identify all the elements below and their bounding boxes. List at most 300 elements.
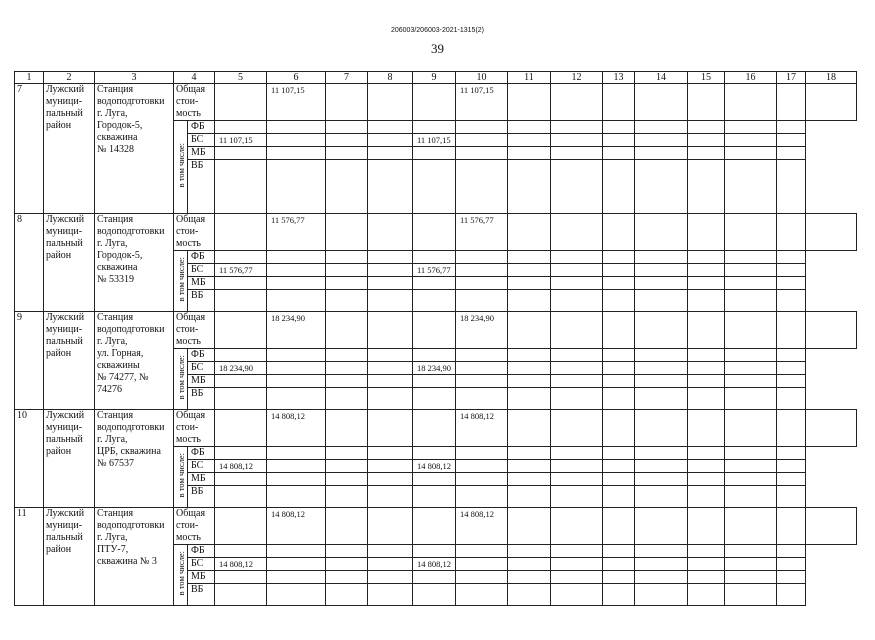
col-11-cell	[456, 251, 508, 264]
column-number: 2	[44, 72, 95, 84]
col-7-cell	[267, 584, 326, 606]
col-16-cell	[688, 277, 725, 290]
col-18-cell	[777, 121, 806, 134]
text-line: водоподготовки	[97, 324, 165, 335]
col-7-cell	[267, 545, 326, 558]
col-6-cell	[215, 584, 267, 606]
col-18-cell	[777, 545, 806, 558]
col-16-cell	[688, 558, 725, 571]
col-16-cell	[688, 375, 725, 388]
column-number: 16	[725, 72, 777, 84]
text-line: Станция	[97, 410, 134, 421]
col-12-cell	[508, 349, 551, 362]
text-line: муници-	[46, 96, 83, 107]
col-8-cell	[368, 84, 413, 121]
col-9-cell	[413, 312, 456, 349]
col-15-cell	[635, 473, 688, 486]
column-number: 9	[413, 72, 456, 84]
text-line: Общая	[176, 84, 206, 95]
text-line: Лужский	[46, 410, 85, 421]
col-8-cell	[326, 584, 368, 606]
col-14-cell	[603, 121, 635, 134]
col-7-cell	[267, 571, 326, 584]
funding-source-label: ВБ	[188, 388, 215, 410]
funding-source-label: ФБ	[188, 251, 215, 264]
text-line: пальный	[46, 238, 83, 249]
text-line: ЦРБ, скважина	[97, 446, 161, 457]
col-12-cell	[551, 508, 603, 545]
col-9-cell	[368, 160, 413, 214]
col-6-total-value: 14 808,12	[267, 410, 326, 447]
col-12-cell	[508, 375, 551, 388]
col-6-cell	[215, 349, 267, 362]
col-11-cell	[456, 264, 508, 277]
in-total-label	[174, 349, 188, 410]
col-17-cell	[725, 584, 777, 606]
col-8-cell	[326, 277, 368, 290]
col-13-cell	[551, 486, 603, 508]
col-10-total-value: 18 234,90	[456, 312, 508, 349]
col-10-cell	[413, 121, 456, 134]
col-13-cell	[551, 147, 603, 160]
col-6-cell	[215, 375, 267, 388]
col-7-cell	[267, 558, 326, 571]
column-number: 6	[267, 72, 326, 84]
col-16-cell	[725, 410, 777, 447]
col-17-cell	[725, 349, 777, 362]
object-description	[95, 84, 174, 214]
col-17-cell	[725, 558, 777, 571]
col-15-cell	[688, 312, 725, 349]
row-group-9	[15, 312, 857, 349]
text-line: Общая	[176, 214, 206, 225]
col-14-cell	[603, 486, 635, 508]
text-line: Общая	[176, 312, 206, 323]
col-9-cell	[368, 545, 413, 558]
col-8-cell	[326, 362, 368, 375]
col-7-cell	[267, 121, 326, 134]
col-7-cell	[267, 388, 326, 410]
col-18-cell	[777, 160, 806, 214]
vertical-label: в том числе:	[175, 354, 186, 400]
funding-source-label: БС	[188, 134, 215, 147]
col-15-cell	[635, 147, 688, 160]
funding-source-label: БС	[188, 264, 215, 277]
col-16-cell	[688, 388, 725, 410]
column-number: 4	[174, 72, 215, 84]
col-6-cell	[215, 147, 267, 160]
text-line: пальный	[46, 336, 83, 347]
col-7-cell	[267, 375, 326, 388]
funding-source-label: ФБ	[188, 545, 215, 558]
funding-source-label: ВБ	[188, 486, 215, 508]
col-17-cell	[777, 508, 806, 545]
page-number: 39	[431, 41, 444, 56]
col-14-cell	[635, 84, 688, 121]
text-line: стои-	[176, 96, 199, 107]
col-6-cell	[215, 388, 267, 410]
col-7-cell	[267, 147, 326, 160]
col-18-cell	[777, 558, 806, 571]
col-15-cell	[635, 160, 688, 214]
col-16-cell	[688, 264, 725, 277]
row-number: 7	[15, 84, 44, 214]
col-6-cell: 18 234,90	[215, 362, 267, 375]
col-14-cell	[603, 447, 635, 460]
col-13-cell	[603, 84, 635, 121]
funding-source-label: БС	[188, 460, 215, 473]
col-13-cell	[551, 121, 603, 134]
col-16-cell	[688, 362, 725, 375]
col-18-cell	[777, 473, 806, 486]
col-18-cell	[777, 134, 806, 147]
col-14-cell	[603, 388, 635, 410]
col-6-total-value: 14 808,12	[267, 508, 326, 545]
total-cost-label	[174, 508, 215, 545]
col-18-cell	[806, 410, 857, 447]
col-11-cell	[456, 349, 508, 362]
col-16-cell	[725, 214, 777, 251]
text-line: мость	[176, 434, 201, 445]
col-10-cell	[413, 388, 456, 410]
col-9-cell	[368, 571, 413, 584]
funding-source-label: ФБ	[188, 121, 215, 134]
col-14-cell	[635, 410, 688, 447]
col-11-cell	[456, 545, 508, 558]
col-18-cell	[777, 251, 806, 264]
col-8-cell	[326, 349, 368, 362]
col-13-cell	[551, 545, 603, 558]
text-line: мость	[176, 238, 201, 249]
text-line: пальный	[46, 532, 83, 543]
col-8-cell	[326, 571, 368, 584]
col-10-cell	[413, 486, 456, 508]
col-12-cell	[508, 558, 551, 571]
funding-source-label: БС	[188, 362, 215, 375]
text-line: г. Луга,	[97, 532, 128, 543]
total-cost-label	[174, 84, 215, 121]
col-10-cell	[413, 473, 456, 486]
col-13-cell	[551, 447, 603, 460]
col-15-cell	[635, 251, 688, 264]
col-10-cell	[413, 447, 456, 460]
funding-source-label: МБ	[188, 375, 215, 388]
col-18-cell	[806, 508, 857, 545]
total-cost-label	[174, 214, 215, 251]
col-6-cell	[215, 160, 267, 214]
text-line: Общая	[176, 410, 206, 421]
col-12-cell	[508, 486, 551, 508]
col-18-cell	[777, 388, 806, 410]
col-9-cell	[368, 121, 413, 134]
text-line: муници-	[46, 324, 83, 335]
col-9-cell	[368, 251, 413, 264]
funding-source-label: МБ	[188, 147, 215, 160]
col-17-cell	[777, 410, 806, 447]
col-14-cell	[603, 290, 635, 312]
object-description	[95, 312, 174, 410]
object-description	[95, 508, 174, 606]
col-11-cell	[456, 486, 508, 508]
col-17-cell	[725, 290, 777, 312]
col-6-cell	[215, 290, 267, 312]
col-17-cell	[725, 251, 777, 264]
col-14-cell	[635, 508, 688, 545]
col-12-cell	[508, 362, 551, 375]
text-line: водоподготовки	[97, 520, 165, 531]
text-line: муници-	[46, 226, 83, 237]
col-13-cell	[551, 290, 603, 312]
text-line: стои-	[176, 422, 199, 433]
col-10-total-value: 14 808,12	[456, 410, 508, 447]
col-14-cell	[635, 312, 688, 349]
col-11-cell	[456, 362, 508, 375]
col-11-cell	[508, 508, 551, 545]
col-8-cell	[368, 312, 413, 349]
col-18-cell	[777, 362, 806, 375]
col-13-cell	[551, 251, 603, 264]
col-14-cell	[603, 362, 635, 375]
col-7-cell	[267, 460, 326, 473]
col-8-cell	[326, 473, 368, 486]
text-line: мость	[176, 108, 201, 119]
col-9-cell	[413, 410, 456, 447]
row-number: 10	[15, 410, 44, 508]
col-17-cell	[725, 388, 777, 410]
column-number: 13	[603, 72, 635, 84]
col-14-cell	[603, 558, 635, 571]
col-15-cell	[635, 388, 688, 410]
col-6-cell	[215, 121, 267, 134]
column-number: 5	[215, 72, 267, 84]
col-10-cell	[413, 277, 456, 290]
col-16-cell	[688, 134, 725, 147]
text-line: г. Луга,	[97, 336, 128, 347]
col-7-cell	[326, 508, 368, 545]
col-12-cell	[508, 121, 551, 134]
text-line: водоподготовки	[97, 422, 165, 433]
col-13-cell	[603, 508, 635, 545]
region-cell	[44, 508, 95, 606]
col-13-cell	[551, 473, 603, 486]
col-12-cell	[508, 473, 551, 486]
col-16-cell	[725, 508, 777, 545]
text-line: Лужский	[46, 312, 85, 323]
col-9-cell	[368, 447, 413, 460]
col-12-cell	[508, 460, 551, 473]
col-10-cell	[413, 545, 456, 558]
col-6-cell	[215, 545, 267, 558]
col-8-cell	[326, 388, 368, 410]
text-line: № 74277, №	[97, 372, 149, 383]
in-total-label	[174, 545, 188, 606]
col-17-cell	[777, 84, 806, 121]
col-15-cell	[635, 486, 688, 508]
text-line: ПТУ-7,	[97, 544, 129, 555]
row-group-8	[15, 214, 857, 251]
col-6-cell	[215, 277, 267, 290]
col-12-cell	[508, 147, 551, 160]
col-8-cell	[326, 447, 368, 460]
text-line: стои-	[176, 520, 199, 531]
column-number: 11	[508, 72, 551, 84]
col-9-cell	[368, 147, 413, 160]
col-14-cell	[603, 545, 635, 558]
col-11-cell	[456, 121, 508, 134]
col-7-cell	[267, 251, 326, 264]
col-10-cell	[413, 160, 456, 214]
text-line: № 14328	[97, 144, 135, 155]
col-18-cell	[777, 375, 806, 388]
text-line: муници-	[46, 520, 83, 531]
col-14-cell	[603, 375, 635, 388]
col-14-cell	[603, 277, 635, 290]
col-12-cell	[508, 290, 551, 312]
col-8-cell	[368, 214, 413, 251]
col-8-cell	[326, 147, 368, 160]
col-7-cell	[267, 349, 326, 362]
col-16-cell	[688, 160, 725, 214]
funding-source-label: МБ	[188, 277, 215, 290]
col-15-cell	[688, 84, 725, 121]
row-group-11	[15, 508, 857, 545]
col-6-cell: 11 107,15	[215, 134, 267, 147]
col-7-cell	[267, 486, 326, 508]
text-line: стои-	[176, 324, 199, 335]
text-line: стои-	[176, 226, 199, 237]
text-line: Станция	[97, 508, 134, 519]
col-11-cell	[456, 473, 508, 486]
text-line: Общая	[176, 508, 206, 519]
col-12-cell	[551, 312, 603, 349]
col-6-total-value: 11 107,15	[267, 84, 326, 121]
col-18-cell	[806, 214, 857, 251]
column-number: 1	[15, 72, 44, 84]
col-16-cell	[688, 290, 725, 312]
col-17-cell	[725, 486, 777, 508]
col-18-cell	[777, 277, 806, 290]
col-13-cell	[603, 410, 635, 447]
col-18-cell	[806, 84, 857, 121]
col-6-cell: 11 576,77	[215, 264, 267, 277]
col-10-total-value: 14 808,12	[456, 508, 508, 545]
col-9-cell	[413, 214, 456, 251]
col-11-cell	[508, 214, 551, 251]
col-18-cell	[777, 147, 806, 160]
col-9-cell	[368, 349, 413, 362]
text-line: г. Луга,	[97, 108, 128, 119]
col-6-cell	[215, 251, 267, 264]
col-17-cell	[725, 264, 777, 277]
col-8-cell	[326, 160, 368, 214]
col-17-cell	[725, 447, 777, 460]
col-14-cell	[603, 264, 635, 277]
col-10-cell	[413, 251, 456, 264]
row-number: 9	[15, 312, 44, 410]
col-8-cell	[326, 134, 368, 147]
text-line: водоподготовки	[97, 226, 165, 237]
col-8-cell	[326, 264, 368, 277]
col-8-cell	[326, 486, 368, 508]
col-15-cell	[635, 264, 688, 277]
text-line: г. Луга,	[97, 434, 128, 445]
col-8-cell	[326, 251, 368, 264]
col-6-total-value: 18 234,90	[267, 312, 326, 349]
col-11-cell	[456, 147, 508, 160]
col-15-cell	[635, 571, 688, 584]
row-group-10	[15, 410, 857, 447]
text-line: район	[46, 348, 72, 359]
vertical-label: в том числе:	[175, 142, 186, 188]
col-12-cell	[508, 264, 551, 277]
row-number: 8	[15, 214, 44, 312]
col-8-cell	[326, 545, 368, 558]
col-17-cell	[725, 460, 777, 473]
col-10-cell	[413, 147, 456, 160]
text-line: мость	[176, 336, 201, 347]
col-15-cell	[688, 410, 725, 447]
col-15-cell	[635, 558, 688, 571]
text-line: г. Луга,	[97, 238, 128, 249]
text-line: Станция	[97, 84, 134, 95]
text-line: Лужский	[46, 84, 85, 95]
col-13-cell	[551, 160, 603, 214]
col-15-cell	[635, 134, 688, 147]
col-5-cell	[215, 312, 267, 349]
col-18-cell	[777, 584, 806, 606]
col-7-cell	[267, 277, 326, 290]
col-7-cell	[326, 214, 368, 251]
col-10-cell: 14 808,12	[413, 558, 456, 571]
col-14-cell	[635, 214, 688, 251]
col-10-cell: 11 576,77	[413, 264, 456, 277]
col-7-cell	[326, 312, 368, 349]
col-17-cell	[725, 147, 777, 160]
col-11-cell	[456, 134, 508, 147]
row-number: 11	[15, 508, 44, 606]
col-10-cell: 18 234,90	[413, 362, 456, 375]
col-11-cell	[508, 312, 551, 349]
col-16-cell	[688, 121, 725, 134]
col-18-cell	[777, 460, 806, 473]
col-14-cell	[603, 349, 635, 362]
col-17-cell	[725, 473, 777, 486]
col-8-cell	[326, 460, 368, 473]
col-9-cell	[368, 473, 413, 486]
col-18-cell	[777, 349, 806, 362]
col-13-cell	[603, 312, 635, 349]
col-9-cell	[368, 375, 413, 388]
col-15-cell	[635, 362, 688, 375]
object-description	[95, 214, 174, 312]
col-7-cell	[267, 160, 326, 214]
column-number: 7	[326, 72, 368, 84]
col-15-cell	[635, 277, 688, 290]
col-11-cell	[456, 460, 508, 473]
col-9-cell	[368, 558, 413, 571]
col-15-cell	[688, 508, 725, 545]
col-17-cell	[725, 160, 777, 214]
col-12-cell	[508, 571, 551, 584]
funding-source-label: ФБ	[188, 447, 215, 460]
col-14-cell	[603, 134, 635, 147]
col-7-cell	[267, 473, 326, 486]
col-17-cell	[725, 121, 777, 134]
text-line: 74276	[97, 384, 122, 395]
col-15-cell	[635, 375, 688, 388]
col-10-total-value: 11 107,15	[456, 84, 508, 121]
column-number: 8	[368, 72, 413, 84]
